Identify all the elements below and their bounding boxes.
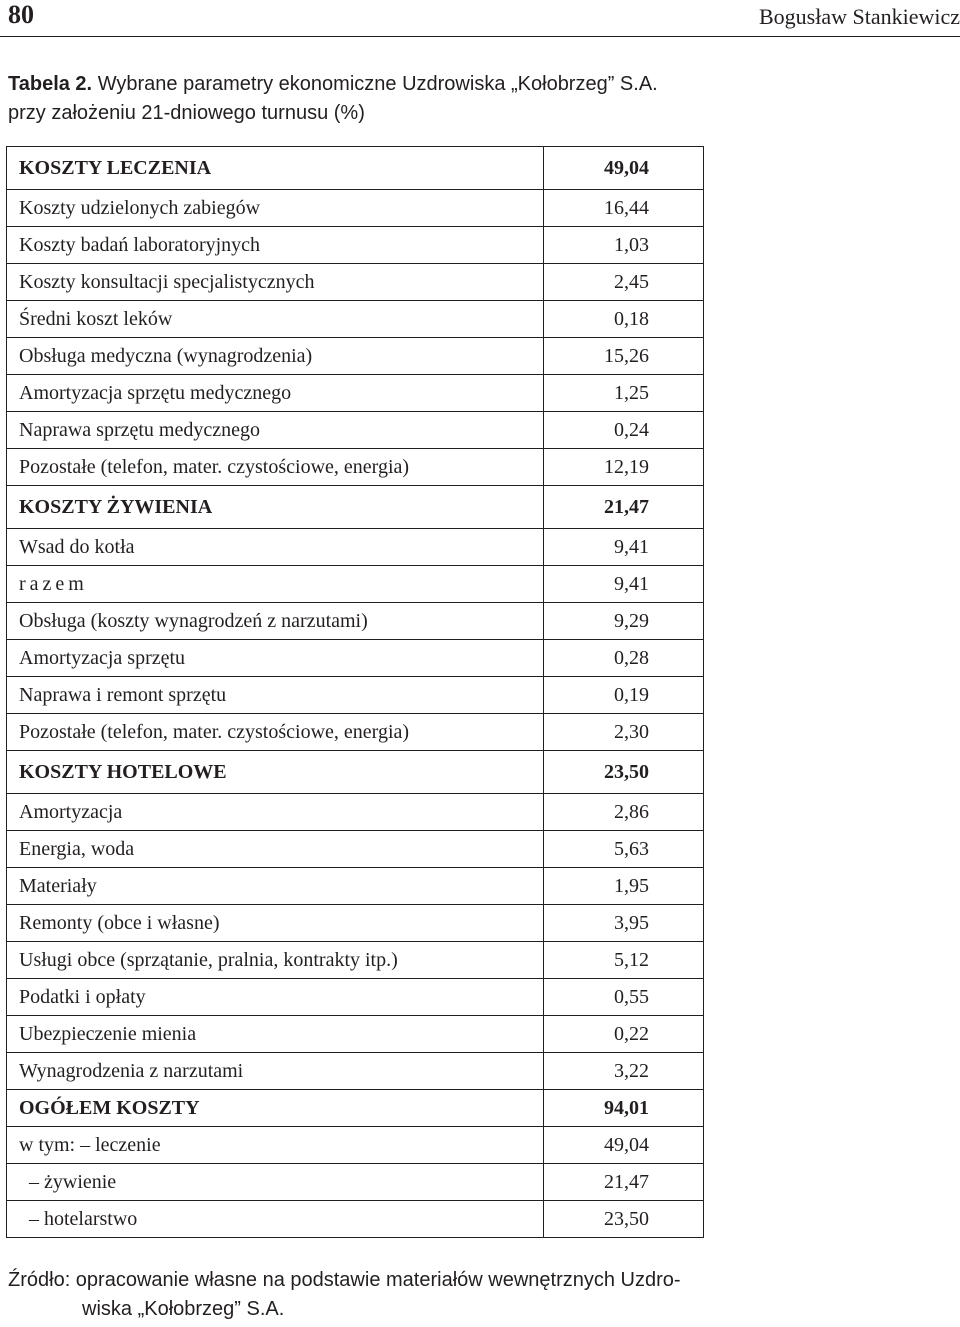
row-value: 2,86 — [544, 794, 704, 831]
table-row — [7, 1201, 704, 1238]
table-row — [7, 751, 704, 794]
row-label: – hotelarstwo — [7, 1201, 544, 1238]
table-row — [7, 831, 704, 868]
source-line-2: wiska „Kołobrzeg” S.A. — [82, 1298, 285, 1320]
row-value: 15,26 — [544, 338, 704, 375]
row-label: Średni koszt leków — [7, 301, 544, 338]
row-label: Amortyzacja — [7, 794, 544, 831]
row-label: Materiały — [7, 868, 544, 905]
row-label: Naprawa sprzętu medycznego — [7, 412, 544, 449]
row-label: Pozostałe (telefon, mater. czystościowe, energia) — [7, 714, 544, 751]
table-row — [7, 190, 704, 227]
row-value: 2,30 — [544, 714, 704, 751]
row-value: 21,47 — [544, 486, 704, 529]
row-label: Obsługa medyczna (wynagrodzenia) — [7, 338, 544, 375]
row-label: Koszty badań laboratoryjnych — [7, 227, 544, 264]
row-label: Wsad do kotła — [7, 529, 544, 566]
table-row — [7, 942, 704, 979]
table-row — [7, 529, 704, 566]
page-number: 80 — [8, 0, 34, 29]
row-value: 49,04 — [544, 1127, 704, 1164]
row-value: 0,22 — [544, 1016, 704, 1053]
row-value: 23,50 — [544, 751, 704, 794]
row-value: 16,44 — [544, 190, 704, 227]
table-row — [7, 1016, 704, 1053]
row-label: razem — [7, 566, 544, 603]
row-value: 1,95 — [544, 868, 704, 905]
row-label: OGÓŁEM KOSZTY — [7, 1090, 544, 1127]
table-row — [7, 147, 704, 190]
row-value: 1,25 — [544, 375, 704, 412]
table-row — [7, 566, 704, 603]
cost-table — [6, 146, 704, 1238]
table-row — [7, 714, 704, 751]
row-label: KOSZTY ŻYWIENIA — [7, 486, 544, 529]
row-value: 94,01 — [544, 1090, 704, 1127]
row-label: w tym: – leczenie — [7, 1127, 544, 1164]
table-row — [7, 375, 704, 412]
row-label: Remonty (obce i własne) — [7, 905, 544, 942]
table-row — [7, 794, 704, 831]
table-caption-subtitle: przy założeniu 21-dniowego turnusu (%) — [8, 102, 365, 124]
table-row — [7, 979, 704, 1016]
table-caption-label: Tabela 2. — [8, 73, 93, 95]
row-value: 5,12 — [544, 942, 704, 979]
row-label: Obsługa (koszty wynagrodzeń z narzutami) — [7, 603, 544, 640]
row-label: Pozostałe (telefon, mater. czystościowe, energia) — [7, 449, 544, 486]
source-line-1: Źródło: opracowanie własne na podstawie materiałów wewnętrznych Uzdro- — [8, 1269, 681, 1291]
row-value: 9,29 — [544, 603, 704, 640]
row-value: 0,18 — [544, 301, 704, 338]
row-label: Usługi obce (sprzątanie, pralnia, kontrakty itp.) — [7, 942, 544, 979]
row-value: 49,04 — [544, 147, 704, 190]
row-label: Podatki i opłaty — [7, 979, 544, 1016]
table-row — [7, 486, 704, 529]
table-row — [7, 301, 704, 338]
row-label: KOSZTY LECZENIA — [7, 147, 544, 190]
row-value: 0,55 — [544, 979, 704, 1016]
row-value: 9,41 — [544, 529, 704, 566]
running-head-author: Bogusław Stankiewicz — [758, 4, 960, 29]
table-row — [7, 1164, 704, 1201]
table-row — [7, 1127, 704, 1164]
row-label: Koszty konsultacji specjalistycznych — [7, 264, 544, 301]
row-value: 0,28 — [544, 640, 704, 677]
row-label: – żywienie — [7, 1164, 544, 1201]
page-header — [0, 0, 960, 37]
table-row — [7, 449, 704, 486]
row-label: KOSZTY HOTELOWE — [7, 751, 544, 794]
row-value: 9,41 — [544, 566, 704, 603]
row-label: Koszty udzielonych zabiegów — [7, 190, 544, 227]
row-value: 3,95 — [544, 905, 704, 942]
table-row — [7, 868, 704, 905]
row-value: 5,63 — [544, 831, 704, 868]
table-source-note — [8, 1266, 728, 1324]
row-value: 3,22 — [544, 1053, 704, 1090]
row-value: 12,19 — [544, 449, 704, 486]
table-row — [7, 1090, 704, 1127]
table-row — [7, 338, 704, 375]
row-value: 2,45 — [544, 264, 704, 301]
row-label: Ubezpieczenie mienia — [7, 1016, 544, 1053]
row-value: 1,03 — [544, 227, 704, 264]
row-label: Naprawa i remont sprzętu — [7, 677, 544, 714]
row-value: 21,47 — [544, 1164, 704, 1201]
table-row — [7, 905, 704, 942]
row-value: 0,24 — [544, 412, 704, 449]
table-row — [7, 227, 704, 264]
row-label: Energia, woda — [7, 831, 544, 868]
table-caption — [8, 70, 948, 128]
table-row — [7, 264, 704, 301]
table-row — [7, 640, 704, 677]
table-row — [7, 412, 704, 449]
table-row — [7, 677, 704, 714]
row-label: Wynagrodzenia z narzutami — [7, 1053, 544, 1090]
row-label: Amortyzacja sprzętu medycznego — [7, 375, 544, 412]
table-row — [7, 1053, 704, 1090]
row-label: Amortyzacja sprzętu — [7, 640, 544, 677]
table-row — [7, 603, 704, 640]
table-caption-title: Wybrane parametry ekonomiczne Uzdrowiska „Kołobrzeg” S.A. — [97, 73, 658, 95]
row-value: 0,19 — [544, 677, 704, 714]
row-value: 23,50 — [544, 1201, 704, 1238]
